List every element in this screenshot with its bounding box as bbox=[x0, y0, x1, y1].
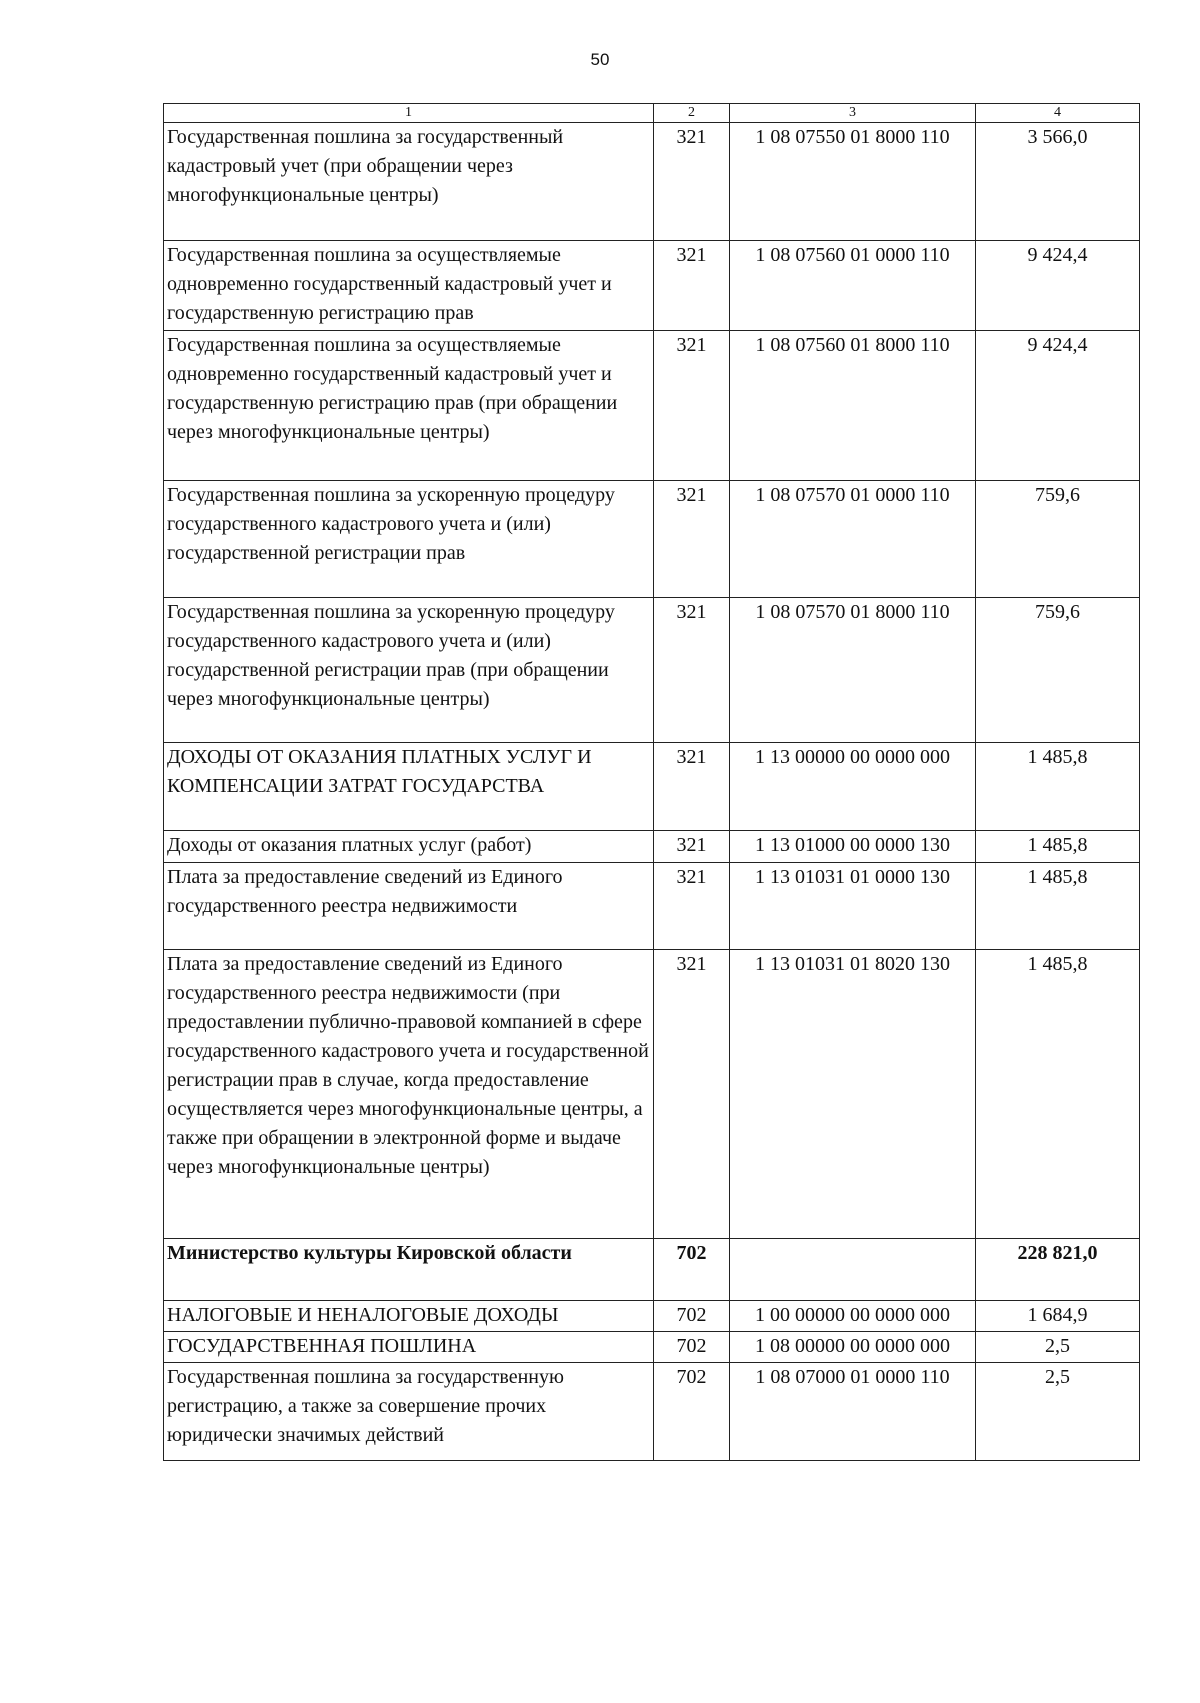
row-name: Государственная пошлина за ускоренную процедуру государственного кадастрового учета и (или) государственной регистрации прав bbox=[164, 481, 654, 598]
row-budget-code: 1 08 07570 01 8000 110 bbox=[730, 598, 976, 743]
row-amount: 9 424,4 bbox=[976, 241, 1140, 331]
row-amount: 1 485,8 bbox=[976, 743, 1140, 831]
table-header-row bbox=[164, 104, 1140, 123]
row-admin-code: 702 bbox=[654, 1239, 730, 1301]
row-budget-code: 1 08 07560 01 8000 110 bbox=[730, 331, 976, 481]
row-admin-code: 321 bbox=[654, 831, 730, 863]
row-amount: 2,5 bbox=[976, 1332, 1140, 1363]
row-budget-code: 1 13 00000 00 0000 000 bbox=[730, 743, 976, 831]
row-amount: 2,5 bbox=[976, 1363, 1140, 1461]
row-admin-code: 702 bbox=[654, 1301, 730, 1332]
row-name: Плата за предоставление сведений из Единого государственного реестра недвижимости (при предоставлении публично-правовой компанией в сфере государственного кадастрового учета и государственной регистрации прав в случае, когда предоставление осуществляется через многофункциональные центры, а также при обращении в электронной форме и выдаче через многофункциональные центры) bbox=[164, 950, 654, 1239]
row-budget-code: 1 08 07560 01 0000 110 bbox=[730, 241, 976, 331]
table-row bbox=[164, 241, 1140, 331]
row-budget-code: 1 13 01031 01 0000 130 bbox=[730, 863, 976, 950]
row-amount: 1 485,8 bbox=[976, 863, 1140, 950]
row-amount: 759,6 bbox=[976, 481, 1140, 598]
table-row bbox=[164, 598, 1140, 743]
row-name: Государственная пошлина за осуществляемые одновременно государственный кадастровый учет и государственную регистрацию прав (при обращении через многофункциональные центры) bbox=[164, 331, 654, 481]
row-amount: 3 566,0 bbox=[976, 123, 1140, 241]
table-row bbox=[164, 863, 1140, 950]
row-budget-code: 1 13 01031 01 8020 130 bbox=[730, 950, 976, 1239]
row-admin-code: 321 bbox=[654, 123, 730, 241]
page-number: 50 bbox=[590, 50, 610, 69]
row-budget-code bbox=[730, 1239, 976, 1301]
row-budget-code: 1 00 00000 00 0000 000 bbox=[730, 1301, 976, 1332]
row-admin-code: 702 bbox=[654, 1332, 730, 1363]
row-budget-code: 1 08 07570 01 0000 110 bbox=[730, 481, 976, 598]
table-row bbox=[164, 331, 1140, 481]
row-budget-code: 1 08 07550 01 8000 110 bbox=[730, 123, 976, 241]
row-name: Доходы от оказания платных услуг (работ) bbox=[164, 831, 654, 863]
table-row bbox=[164, 481, 1140, 598]
row-amount: 228 821,0 bbox=[976, 1239, 1140, 1301]
header-col-4: 4 bbox=[976, 104, 1140, 123]
row-admin-code: 702 bbox=[654, 1363, 730, 1461]
row-amount: 1 485,8 bbox=[976, 831, 1140, 863]
row-budget-code: 1 13 01000 00 0000 130 bbox=[730, 831, 976, 863]
table-row bbox=[164, 831, 1140, 863]
row-name: Государственная пошлина за осуществляемые одновременно государственный кадастровый учет и государственную регистрацию прав bbox=[164, 241, 654, 331]
row-admin-code: 321 bbox=[654, 863, 730, 950]
row-name: Плата за предоставление сведений из Единого государственного реестра недвижимости bbox=[164, 863, 654, 950]
table-row bbox=[164, 1301, 1140, 1332]
table-row bbox=[164, 743, 1140, 831]
row-name: Государственная пошлина за государственную регистрацию, а также за совершение прочих юридически значимых действий bbox=[164, 1363, 654, 1461]
row-name: НАЛОГОВЫЕ И НЕНАЛОГОВЫЕ ДОХОДЫ bbox=[164, 1301, 654, 1332]
row-name: Министерство культуры Кировской области bbox=[164, 1239, 654, 1301]
row-admin-code: 321 bbox=[654, 950, 730, 1239]
row-admin-code: 321 bbox=[654, 241, 730, 331]
row-budget-code: 1 08 07000 01 0000 110 bbox=[730, 1363, 976, 1461]
table-row bbox=[164, 123, 1140, 241]
header-col-2: 2 bbox=[654, 104, 730, 123]
row-budget-code: 1 08 00000 00 0000 000 bbox=[730, 1332, 976, 1363]
row-admin-code: 321 bbox=[654, 743, 730, 831]
row-name: ГОСУДАРСТВЕННАЯ ПОШЛИНА bbox=[164, 1332, 654, 1363]
table-row bbox=[164, 1363, 1140, 1461]
row-admin-code: 321 bbox=[654, 331, 730, 481]
budget-revenue-table bbox=[163, 103, 1140, 1461]
row-amount: 759,6 bbox=[976, 598, 1140, 743]
row-name: Государственная пошлина за государственный кадастровый учет (при обращении через многофункциональные центры) bbox=[164, 123, 654, 241]
row-name: ДОХОДЫ ОТ ОКАЗАНИЯ ПЛАТНЫХ УСЛУГ И КОМПЕНСАЦИИ ЗАТРАТ ГОСУДАРСТВА bbox=[164, 743, 654, 831]
row-amount: 1 485,8 bbox=[976, 950, 1140, 1239]
table-row bbox=[164, 950, 1140, 1239]
row-name: Государственная пошлина за ускоренную процедуру государственного кадастрового учета и (или) государственной регистрации прав (при обращении через многофункциональные центры) bbox=[164, 598, 654, 743]
table-row-ministry bbox=[164, 1239, 1140, 1301]
row-admin-code: 321 bbox=[654, 598, 730, 743]
table-row bbox=[164, 1332, 1140, 1363]
header-col-1: 1 bbox=[164, 104, 654, 123]
row-amount: 9 424,4 bbox=[976, 331, 1140, 481]
header-col-3: 3 bbox=[730, 104, 976, 123]
row-amount: 1 684,9 bbox=[976, 1301, 1140, 1332]
row-admin-code: 321 bbox=[654, 481, 730, 598]
